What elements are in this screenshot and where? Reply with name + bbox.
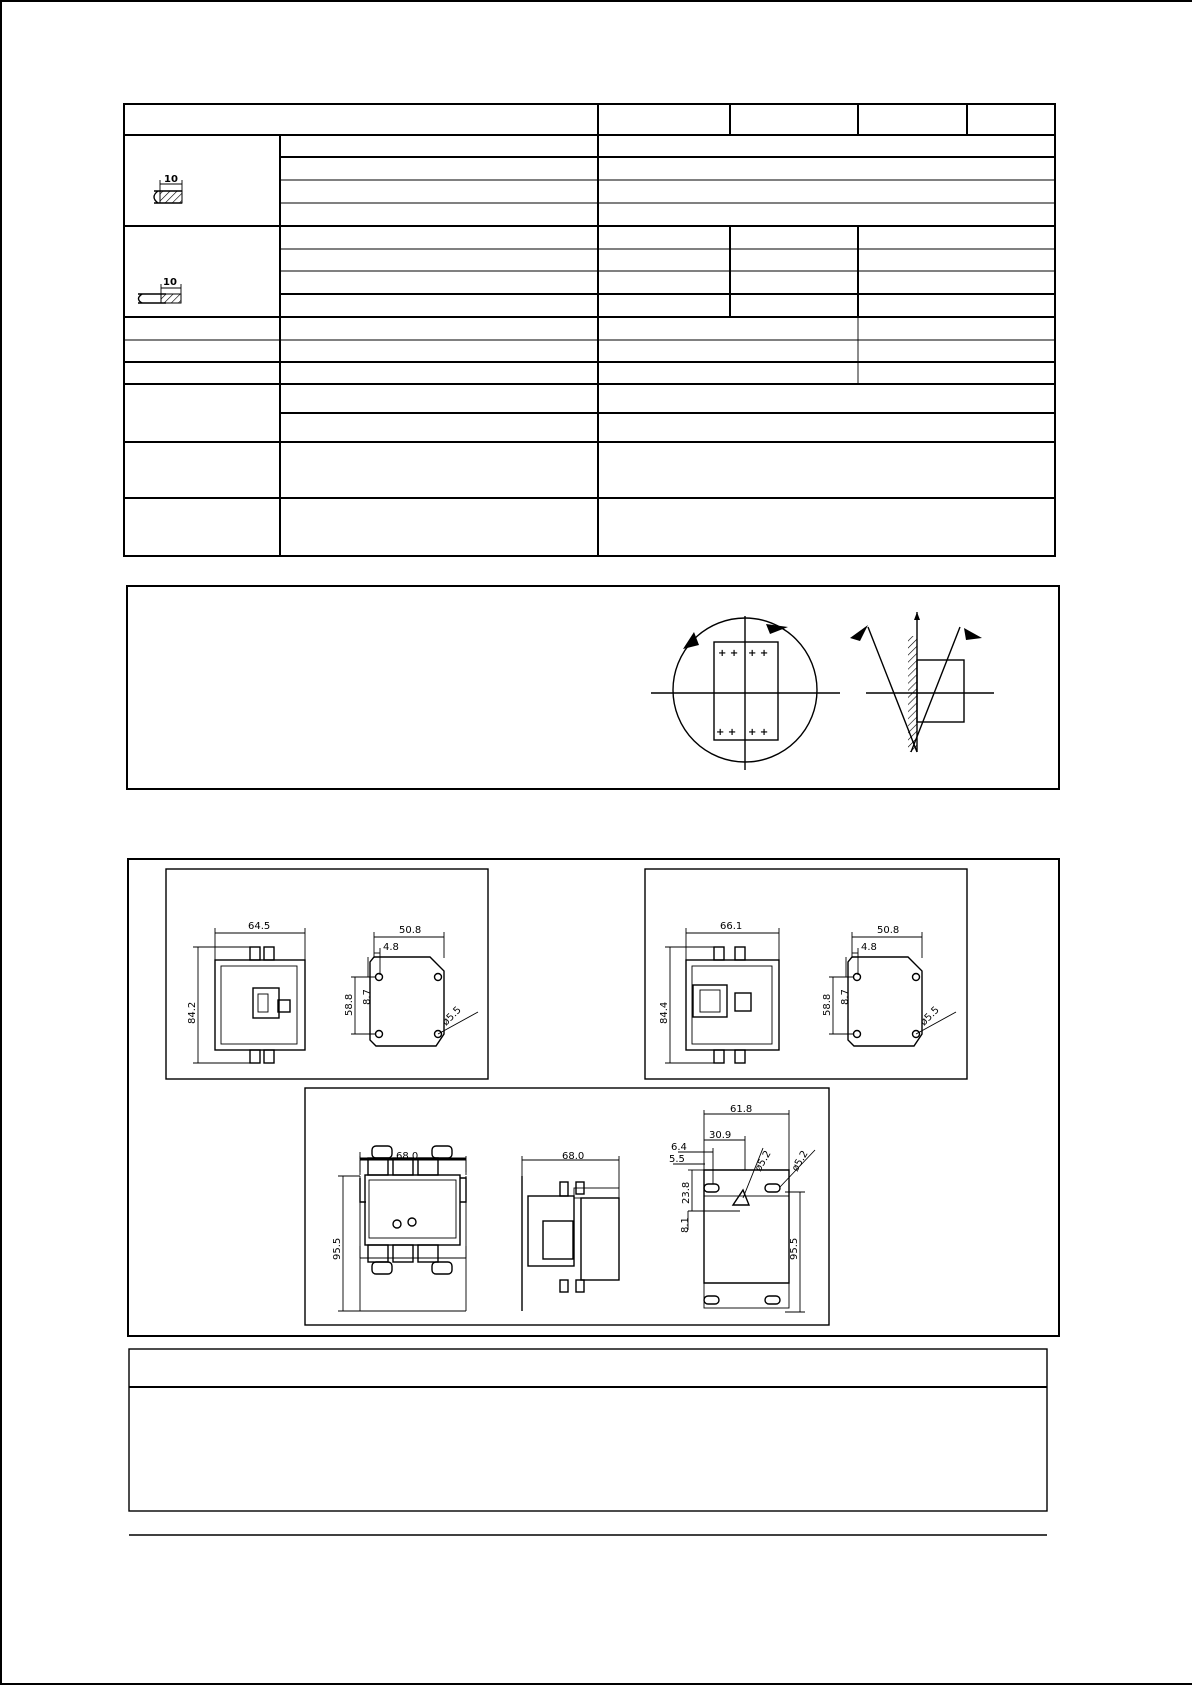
svg-text:+ +: + + xyxy=(748,727,769,738)
notes-panel xyxy=(129,1349,1047,1511)
dim-bracket-mid: 30.9 xyxy=(709,1130,732,1141)
wire-strip-length: 10 xyxy=(164,174,178,185)
dim-front-width: 68.0 xyxy=(396,1151,419,1162)
dimension-drawings-panel xyxy=(128,859,1059,1336)
spec-table xyxy=(124,104,1055,556)
dim-plate-offset: 4.8 xyxy=(383,942,399,953)
rotation-arrow-icon xyxy=(766,624,788,634)
dim-top-offset: 23.8 xyxy=(681,1181,692,1204)
dim-plate-width: 50.8 xyxy=(399,925,422,936)
dim-height: 84.4 xyxy=(659,1001,670,1024)
dim-front-height: 95.5 xyxy=(332,1237,343,1260)
dim-height: 84.2 xyxy=(187,1001,198,1024)
svg-text:+ +: + + xyxy=(716,727,737,738)
dim-hole-dia: ø5.5 xyxy=(918,1004,942,1029)
dim-plate-width: 50.8 xyxy=(877,925,900,936)
dim-slot-b: 5.5 xyxy=(669,1154,685,1165)
tilt-arrow-icon xyxy=(964,628,982,640)
dim-plate-height: 58.8 xyxy=(822,993,833,1016)
dim-side-width: 68.0 xyxy=(562,1151,585,1162)
rotation-arrow-icon xyxy=(683,632,699,649)
wire-strip-length: 10 xyxy=(163,277,177,288)
dim-hole-dia-1: ø5.2 xyxy=(753,1148,774,1174)
dim-mid-offset: 8.1 xyxy=(680,1217,691,1233)
dim-hole-offset: 8.7 xyxy=(362,989,373,1005)
tilt-arrow-icon xyxy=(850,625,868,641)
rotation-diagram xyxy=(651,616,840,770)
dim-width: 64.5 xyxy=(248,921,271,932)
dim-plate-height: 58.8 xyxy=(344,993,355,1016)
svg-text:+ +: + + xyxy=(748,648,769,659)
dim-bracket-width: 61.8 xyxy=(730,1104,753,1115)
mounting-position-panel xyxy=(127,586,1059,789)
dim-width: 66.1 xyxy=(720,921,743,932)
dim-hole-dia: ø5.5 xyxy=(440,1004,464,1029)
drawing-b xyxy=(645,869,967,1079)
dim-hole-offset: 8.7 xyxy=(840,989,851,1005)
dim-slot-a: 6.4 xyxy=(671,1142,687,1153)
dim-bracket-height: 95.5 xyxy=(789,1237,800,1260)
stripped-wire-icon xyxy=(154,174,182,203)
tilt-diagram xyxy=(850,612,994,752)
svg-text:+ +: + + xyxy=(718,648,739,659)
dim-plate-offset: 4.8 xyxy=(861,942,877,953)
drawing-c xyxy=(305,1088,829,1325)
stripped-wire-icon xyxy=(138,277,181,303)
drawing-a xyxy=(166,869,488,1079)
dim-hole-dia-2: ø5.2 xyxy=(790,1148,811,1174)
